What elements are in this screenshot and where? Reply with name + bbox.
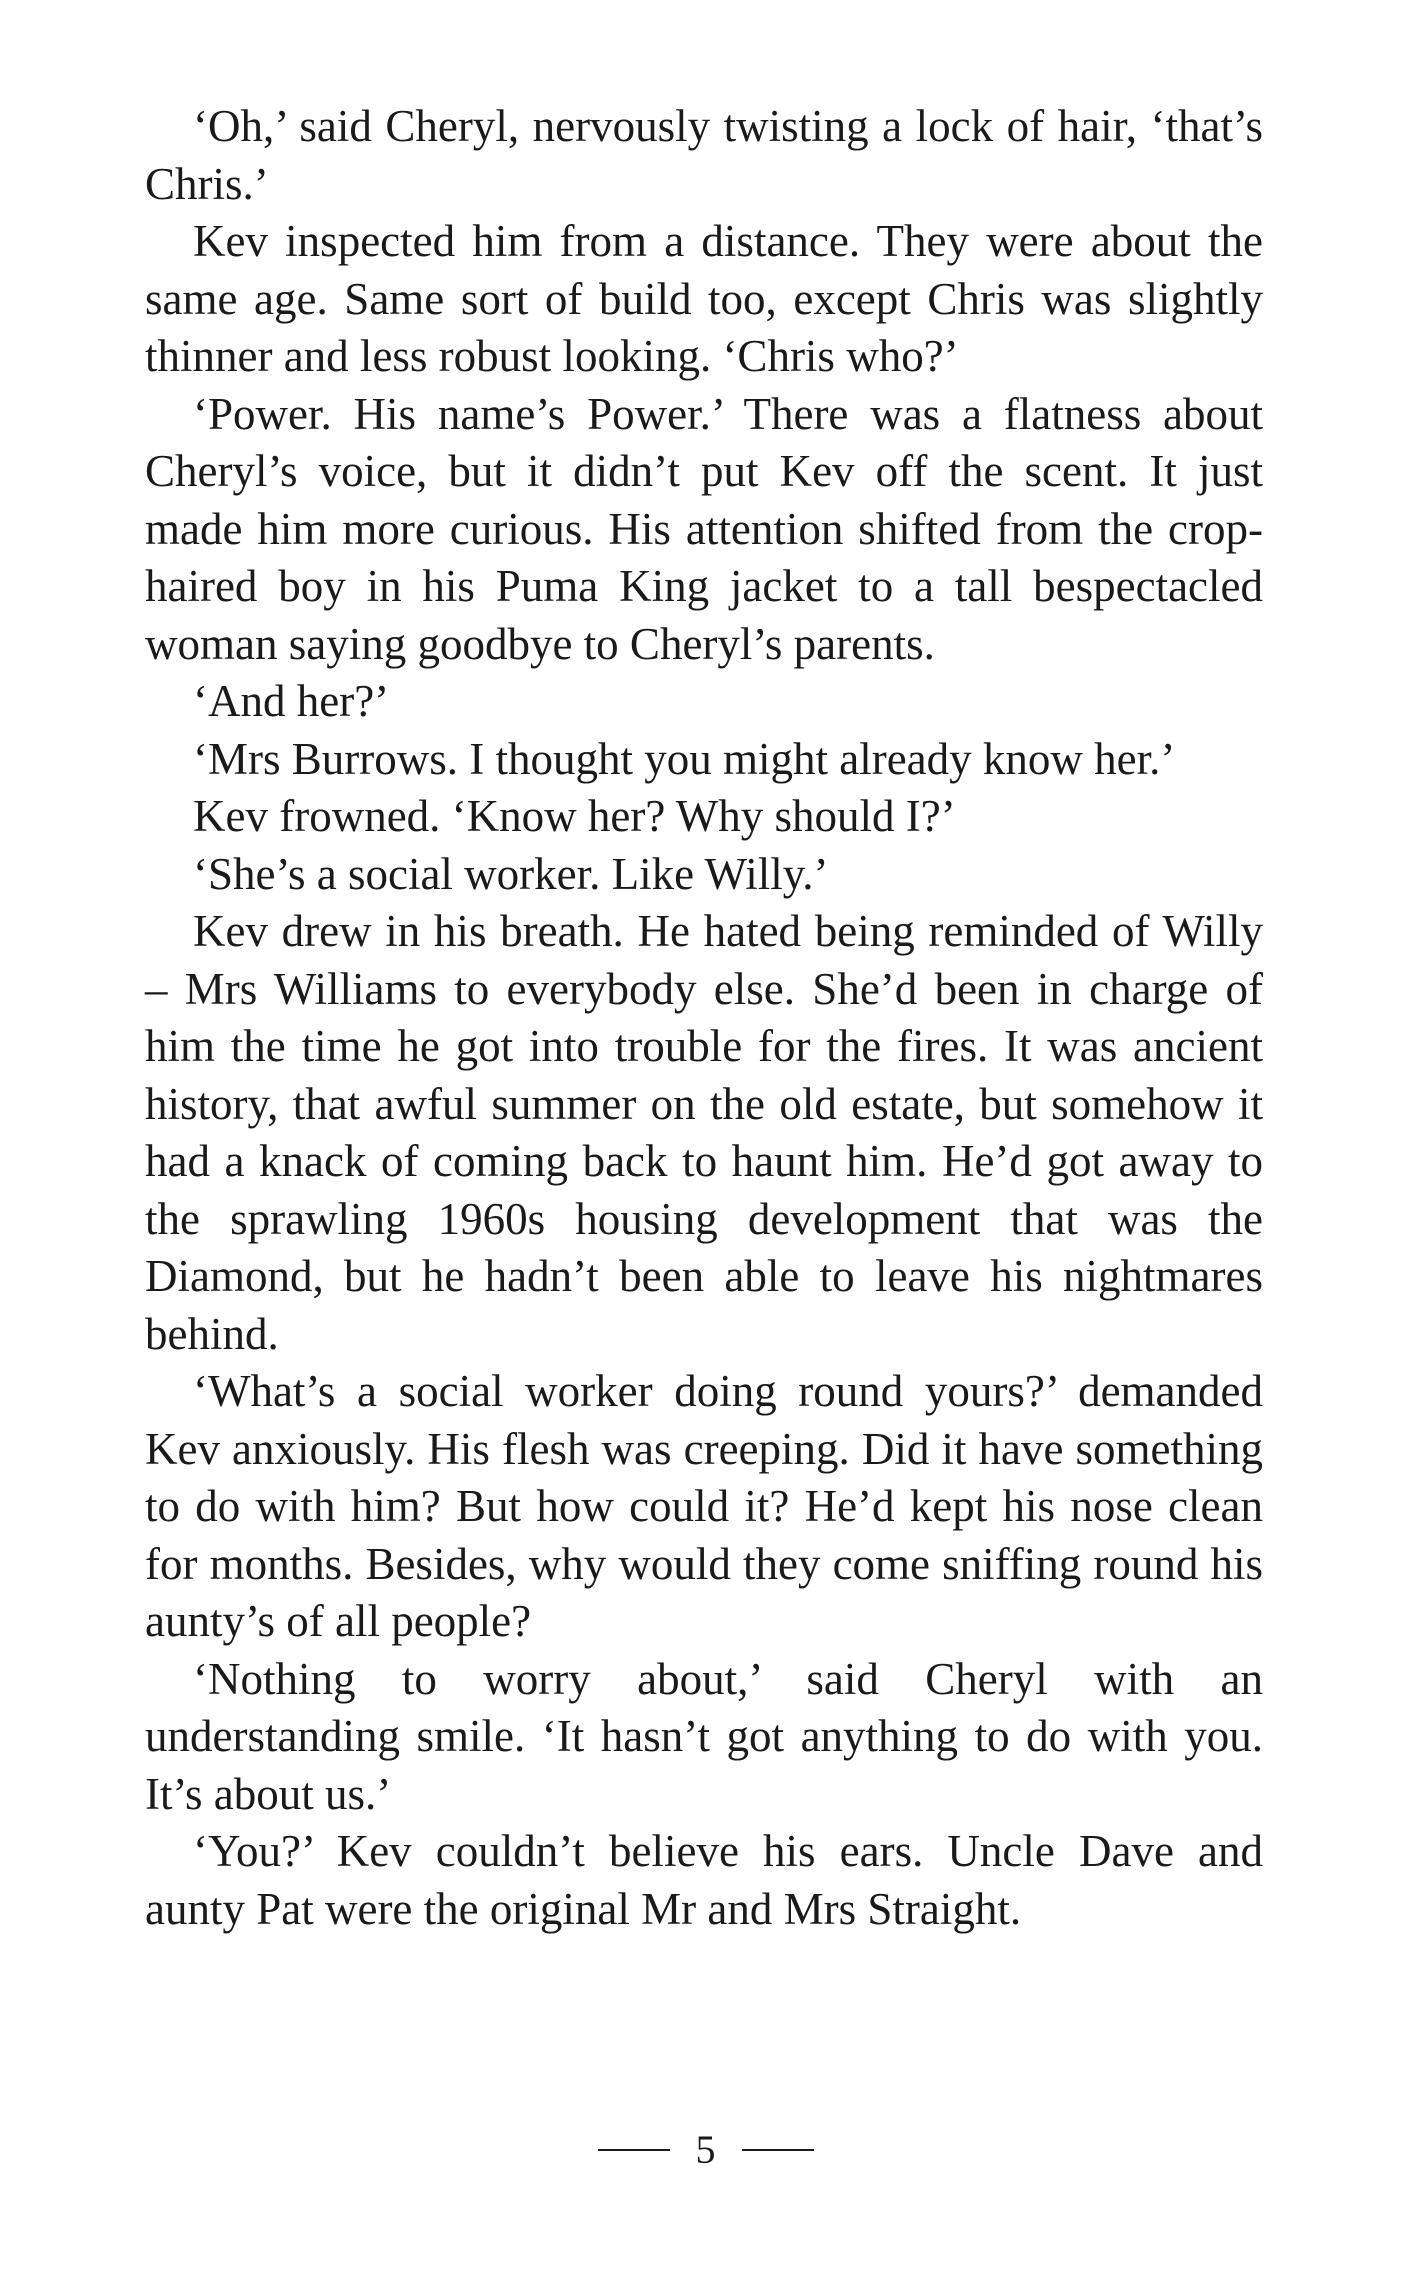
paragraph-8: Kev drew in his breath. He hated being reminded of Willy – Mrs Williams to everybody else. She’d been in charge of him the time he got into trouble for the fires. It was ancient history, that awful summer on the old estate, but somehow it had a knack of coming back to haunt him. He’d got away to the sprawling 1960s housing development that was the Diamond, but he hadn’t been able to leave his nightmares behind. <box>145 906 1263 1359</box>
paragraph-1: ‘Oh,’ said Cheryl, nervously twisting a lock of hair, ‘that’s Chris.’ <box>145 101 1263 209</box>
page-number: 5 <box>695 2127 716 2172</box>
footer-rule-right <box>742 2149 814 2151</box>
paragraph-2: Kev inspected him from a distance. They were about the same age. Same sort of build too, except Chris was slightly thinner and less robust looking. ‘Chris who?’ <box>145 216 1263 381</box>
paragraph-11: ‘You?’ Kev couldn’t believe his ears. Uncle Dave and aunty Pat were the original Mr and Mrs Straight. <box>145 1826 1263 1934</box>
page-footer <box>0 2127 1411 2172</box>
paragraph-7: ‘She’s a social worker. Like Willy.’ <box>193 848 829 899</box>
paragraph-6: Kev frowned. ‘Know her? Why should I?’ <box>193 791 956 841</box>
body-text <box>145 98 1263 1938</box>
paragraph-5: ‘Mrs Burrows. I thought you might already know her.’ <box>193 733 1176 784</box>
footer-rule-left <box>598 2149 670 2151</box>
paragraph-9: ‘What’s a social worker doing round yours?’ demanded Kev anxiously. His flesh was creeping. Did it have something to do with him? But how could it? He’d kept his nose clean for months. Besides, why would they come sniffing round his aunty’s of all people? <box>145 1366 1263 1646</box>
paragraph-10: ‘Nothing to worry about,’ said Cheryl with an understanding smile. ‘It hasn’t got anything to do with you. It’s about us.’ <box>145 1653 1263 1819</box>
paragraph-4: ‘And her?’ <box>193 676 390 726</box>
paragraph-3: ‘Power. His name’s Power.’ There was a flatness about Cheryl’s voice, but it didn’t put Kev off the scent. It just made him more curious. His attention shifted from the crop-haired boy in his Puma King jacket to a tall bespectacled woman saying goodbye to Cheryl’s parents. <box>145 388 1263 669</box>
